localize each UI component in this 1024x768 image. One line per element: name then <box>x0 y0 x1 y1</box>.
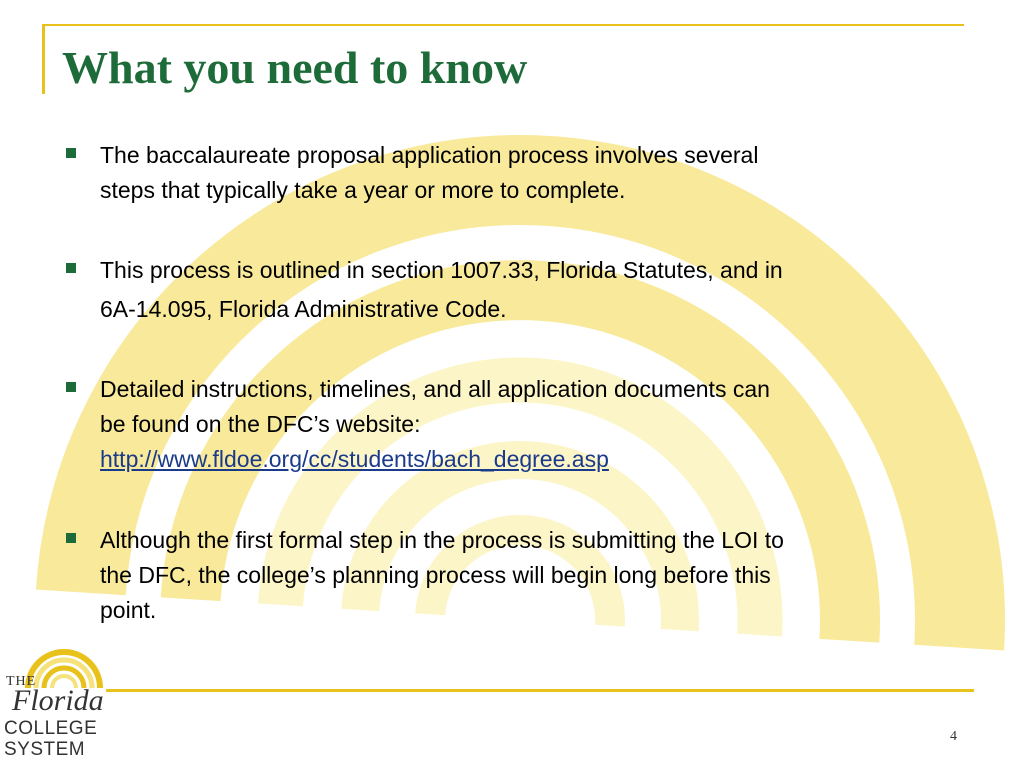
florida-college-system-logo <box>0 626 106 768</box>
bullet-item <box>60 523 960 628</box>
bullet-item <box>60 372 960 477</box>
bullet-text <box>100 253 783 327</box>
bullet-text <box>100 523 784 628</box>
frame-vertical-line <box>42 24 45 94</box>
frame-horizontal-line <box>42 24 964 26</box>
logo-system: SYSTEM <box>4 739 86 760</box>
bullet-line: point. <box>100 597 157 623</box>
bullet-line: the DFC, the college’s planning process will begin long before this <box>100 562 771 588</box>
bullet-line: 6A-14.095, Florida Administrative Code. <box>100 296 507 322</box>
logo-college: COLLEGE <box>4 718 98 739</box>
square-bullet-icon <box>66 148 76 158</box>
bullet-text <box>100 138 758 208</box>
square-bullet-icon <box>66 382 76 392</box>
slide-number: 4 <box>950 729 957 744</box>
footer-line <box>106 689 974 692</box>
square-bullet-icon <box>66 533 76 543</box>
bullet-line: be found on the DFC’s website: <box>100 411 421 437</box>
bullet-line: This process is outlined in section 1007.33, Florida Statutes, and in <box>100 257 783 283</box>
bullet-item <box>60 253 960 327</box>
bullet-text <box>100 372 770 477</box>
logo-florida: Florida <box>12 684 104 717</box>
bullet-line: Although the first formal step in the process is submitting the LOI to <box>100 527 784 553</box>
bullet-line: Detailed instructions, timelines, and all application documents can <box>100 376 770 402</box>
bullet-line: steps that typically take a year or more to complete. <box>100 177 626 203</box>
logo-the: THE <box>6 674 37 689</box>
dfc-website-link[interactable]: http://www.fldoe.org/cc/students/bach_degree.asp <box>100 446 609 472</box>
slide-title: What you need to know <box>62 42 528 93</box>
bullet-item <box>60 138 960 208</box>
square-bullet-icon <box>66 263 76 273</box>
bullet-line: The baccalaureate proposal application process involves several <box>100 142 759 168</box>
